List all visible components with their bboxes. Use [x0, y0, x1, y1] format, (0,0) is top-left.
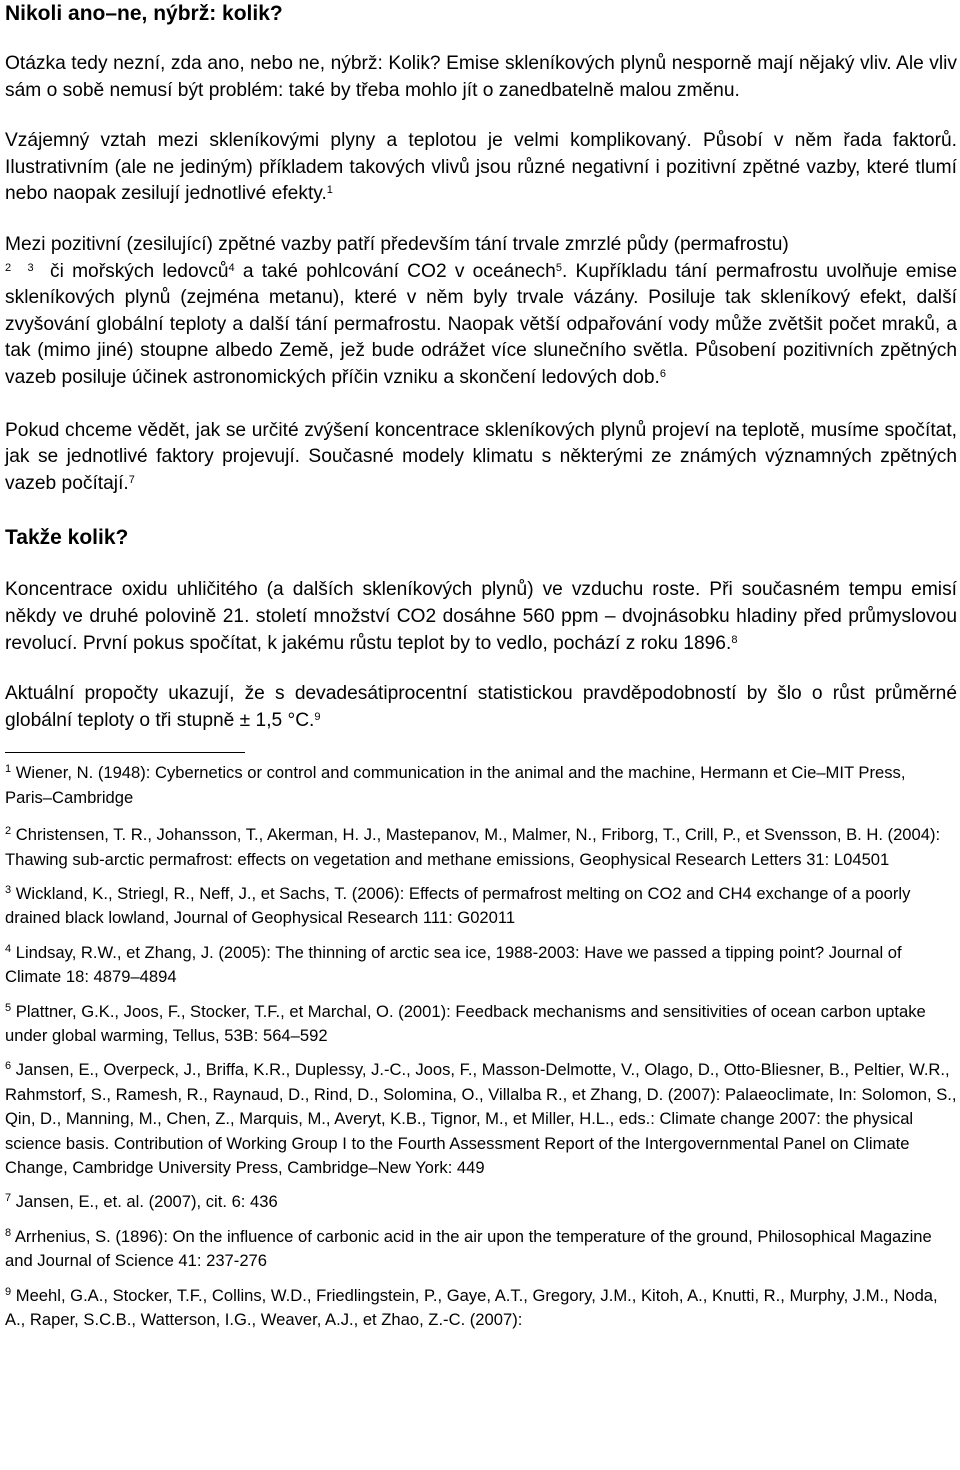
- footnote-text: Plattner, G.K., Joos, F., Stocker, T.F., et Marchal, O. (2001): Feedback mechanisms and sensitivities of ocean carbon uptake under global warming, Tellus, 53B: 564–592: [5, 1001, 926, 1045]
- footnote-2: [5, 823, 957, 872]
- chem-subscript: 2: [425, 605, 437, 627]
- footnote-text: Lindsay, R.W., et Zhang, J. (2005): The thinning of arctic sea ice, 1988-2003: Have we passed a tipping point? Journal of Climate 18: 4879–4894: [5, 942, 902, 987]
- footnote-number: 9: [5, 1285, 12, 1298]
- footnote-ref-4[interactable]: 4: [228, 261, 235, 274]
- text-fragment: či mořských ledovců: [50, 260, 229, 282]
- footnote-7: [5, 1190, 957, 1214]
- footnote-text: Wickland, K., Striegl, R., Neff, J., et Sachs, T. (2006): Effects of permafrost melting on CO2 and CH4 exchange of a poorly drained black lowland, Journal of Geophysical Research 111: G02011: [5, 883, 911, 928]
- chem-subscript: 2: [435, 260, 447, 282]
- footnote-number: 2: [5, 825, 12, 838]
- footnote-ref-3[interactable]: 3: [27, 261, 34, 274]
- footnote-4: [5, 941, 957, 990]
- footnote-text: Christensen, T. R., Johansson, T., Akerman, H. J., Mastepanov, M., Malmer, N., Friborg, T., Crill, P., et Svensson, B. H. (2004): Thawing sub-arctic permafrost: effects on vegetation and methane emissions, Geophysical Research Letters 31: L04501: [5, 825, 941, 869]
- footnote-number: 8: [5, 1226, 12, 1239]
- paragraph-question: Otázka tedy nezní, zda ano, nebo ne, nýbrž: Kolik? Emise skleníkových plynů nesporně mají nějaký vliv. Ale vliv sám o sobě nemusí být problém: také by třeba mohlo jít o zanedbatelně malou změnu.: [5, 53, 957, 101]
- text-fragment: Aktuální propočty ukazují, že s devadesátiprocentní statistickou pravděpodobností by šlo o růst průměrné globální teploty o tři stupně ± 1,5 °C.: [5, 683, 957, 731]
- text-fragment: Mezi pozitivní (zesilující) zpětné vazby patří především tání trvale zmrzlé půdy (permafrostu): [5, 233, 789, 255]
- footnote-text: Wiener, N. (1948): Cybernetics or control and communication in the animal and the machine, Hermann et Cie–MIT Press, Paris–Cambridge: [5, 763, 906, 807]
- paragraph-positive-feedback: [5, 232, 957, 392]
- page-title: Nikoli ano–ne, nýbrž: kolik?: [5, 2, 283, 25]
- footnote-ref-6[interactable]: 6: [659, 367, 666, 380]
- text-fragment: v oceánech: [454, 260, 556, 282]
- paragraph-current-estimates: [5, 681, 957, 734]
- footnote-ref-9[interactable]: 9: [314, 710, 321, 723]
- text-fragment: a také pohlcování CO: [242, 260, 436, 282]
- footnote-ref-8[interactable]: 8: [731, 633, 738, 646]
- footnote-number: 7: [5, 1192, 12, 1205]
- section-heading: Takže kolik?: [5, 526, 129, 550]
- footnote-5: [5, 1000, 957, 1049]
- footnote-separator: [5, 752, 245, 753]
- footnote-number: 4: [5, 942, 12, 955]
- footnote-8: [5, 1225, 957, 1274]
- document-page: [5, 0, 957, 1332]
- footnote-text: Arrhenius, S. (1896): On the influence of carbonic acid in the air upon the temperature of the ground, Philosophical Magazine and Journal of Science 41: 237-276: [5, 1226, 932, 1271]
- footnotes-list: [5, 761, 957, 1332]
- footnote-1: [5, 761, 957, 810]
- footnote-6: [5, 1058, 957, 1180]
- paragraph-relationship: [5, 128, 957, 208]
- footnote-number: 6: [5, 1060, 12, 1073]
- footnote-3: [5, 882, 957, 931]
- text-fragment: dosáhne 560 ppm – dvojnásobku hladiny před průmyslovou revolucí. První pokus spočítat, k jakému růstu teplot by to vedlo, pochází z roku 1896.: [5, 605, 957, 654]
- footnote-text: Jansen, E., Overpeck, J., Briffa, K.R., Duplessy, J.-C., Joos, F., Masson-Delmotte, V., Olago, D., Otto-Bliesner, B., Peltier, W.R., Rahmstorf, S., Ramesh, R., Raynaud, D., Rind, D., Solomina, O., Villalba R., et Zhang, D. (2007): Palaeoclimate, In: Solomon, S., Qin, D., Manning, M., Chen, Z., Marquis, M., Averyt, K.B., Tignor, M., et Miller, H.L., eds.: Climate change 2007: the physical science basis. Contribution of Working Group I to the Fourth Assessment Report of the Intergovernmental Panel on Climate Change, Cambridge University Press, Cambridge–New York: 449: [5, 1060, 957, 1177]
- footnote-number: 3: [5, 883, 12, 896]
- text-fragment: Pokud chceme vědět, jak se určité zvýšení koncentrace skleníkových plynů projeví na teplotě, musíme spočítat, jak se jednotlivé faktory projevují. Současné modely klimatu s některými ze známých významných zpětných vazeb počítají.: [5, 419, 957, 494]
- footnote-number: 5: [5, 1001, 12, 1014]
- footnote-number: 1: [5, 763, 12, 776]
- footnote-ref-5[interactable]: 5: [555, 261, 562, 274]
- footnote-9: [5, 1284, 957, 1333]
- text-fragment: . Kupříkladu tání permafrostu uvolňuje emise skleníkových plynů (zejména metanu), které v něm byly trvale vázány. Posiluje tak skleníkový efekt, další zvyšování globální teploty a další tání permafrostu. Naopak větší odpařování vody může zvětšit počet mraků, a tak (mimo jiné) stoupne albedo Země, jež bude odrážet více slunečního světla. Působení pozitivních zpětných vazeb posiluje účinek astronomických příčin vzniku a skončení ledových dob.: [5, 260, 957, 388]
- footnote-ref-1[interactable]: 1: [326, 184, 333, 197]
- footnote-text: Meehl, G.A., Stocker, T.F., Collins, W.D., Friedlingstein, P., Gaye, A.T., Gregory, J.M., Kitoh, A., Knutti, R., Murphy, J.M., Noda, A., Raper, S.C.B., Watterson, I.G., Weaver, A.J., et Zhao, Z.-C. (2007):: [5, 1285, 938, 1329]
- footnote-text: Jansen, E., et. al. (2007), cit. 6: 436: [15, 1192, 278, 1212]
- paragraph-concentration: [5, 577, 957, 657]
- text-fragment: Koncentrace oxidu uhličitého (a dalších skleníkových plynů) ve vzduchu roste. Při současném tempu emisí někdy ve druhé polovině 21. století množství CO: [5, 579, 957, 627]
- paragraph-relationship-text: Vzájemný vztah mezi skleníkovými plyny a teplotou je velmi komplikovaný. Působí v něm řada faktorů. Ilustrativním (ale ne jediným) příkladem takových vlivů jsou různé negativní i pozitivní zpětné vazby, které tlumí nebo naopak zesilují jednotlivé efekty.: [5, 130, 957, 205]
- paragraph-models: [5, 418, 957, 498]
- footnote-ref-2[interactable]: 2: [5, 261, 12, 274]
- footnote-ref-7[interactable]: 7: [128, 473, 135, 486]
